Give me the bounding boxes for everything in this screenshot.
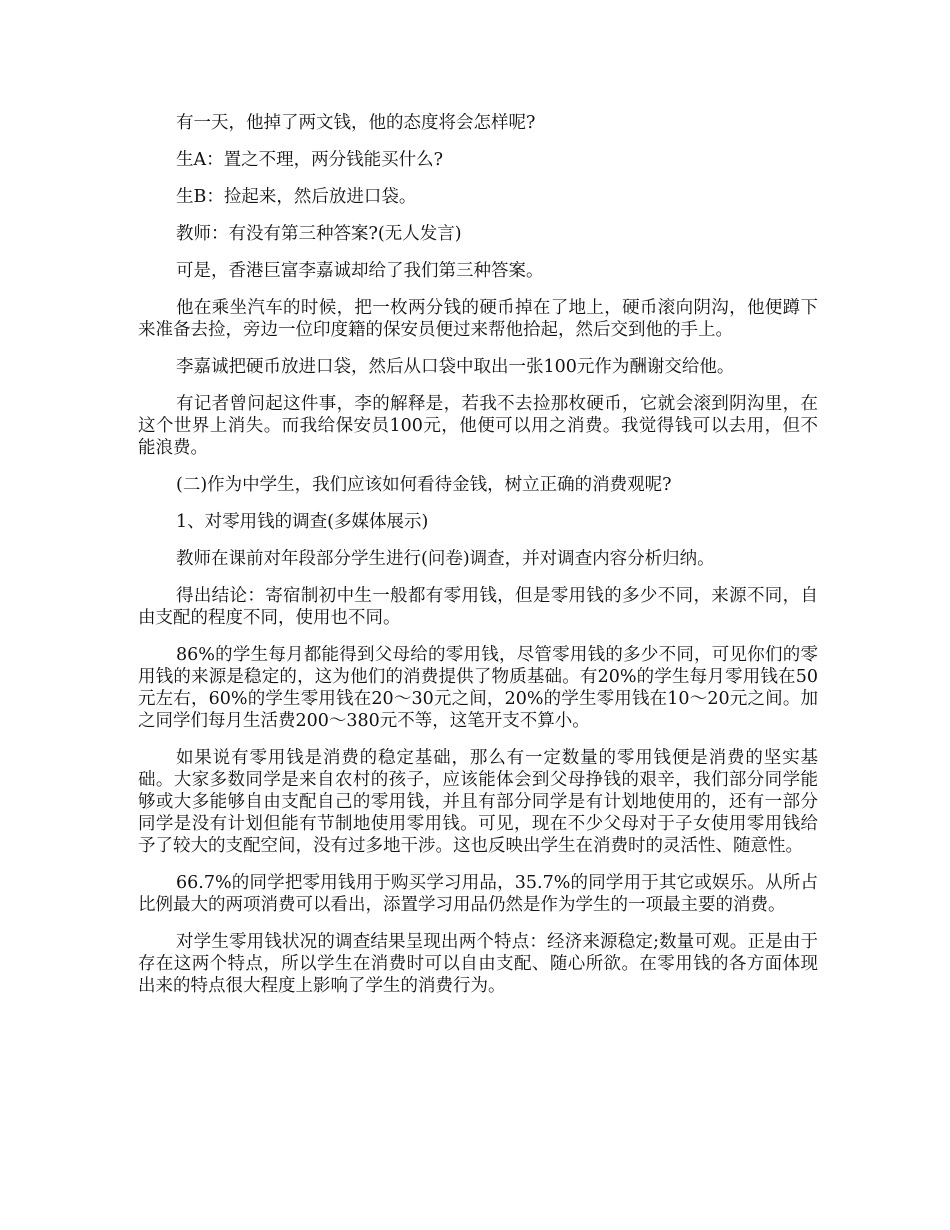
paragraph: 有记者曾问起这件事，李的解释是，若我不去捡那枚硬币，它就会滚到阴沟里，在这个世界上消失。而我给保安员100元，他便可以用之消费。我觉得钱可以去用，但不能浪费。 <box>138 394 818 458</box>
paragraph: 生A：置之不理，两分钱能买什么? <box>176 150 444 170</box>
section-heading: (二)作为中学生，我们应该如何看待金钱，树立正确的消费观呢? <box>176 475 672 495</box>
paragraph: 李嘉诚把硬币放进口袋，然后从口袋中取出一张100元作为酬谢交给他。 <box>176 357 735 377</box>
paragraph: 对学生零用钱状况的调查结果呈现出两个特点：经济来源稳定;数量可观。正是由于存在这两个特点，所以学生在消费时可以自由支配、随心所欲。在零用钱的各方面体现出来的特点很大程度上影响了学生的消费行为。 <box>138 932 818 996</box>
paragraph: 得出结论：寄宿制初中生一般都有零用钱，但是零用钱的多少不同，来源不同，自由支配的程度不同，使用也不同。 <box>138 586 818 628</box>
paragraph: 有一天，他掉了两文钱，他的态度将会怎样呢? <box>176 113 536 133</box>
paragraph: 可是，香港巨富李嘉诚却给了我们第三种答案。 <box>176 261 544 281</box>
paragraph: 教师在课前对年段部分学生进行(问卷)调查，并对调查内容分析归纳。 <box>176 549 715 569</box>
document-body <box>138 112 818 1012</box>
paragraph: 生B：捡起来，然后放进口袋。 <box>176 187 417 207</box>
paragraph: 66.7%的同学把零用钱用于购买学习用品，35.7%的同学用于其它或娱乐。从所占比例最大的两项消费可以看出，添置学习用品仍然是作为学生的一项最主要的消费。 <box>138 873 818 915</box>
paragraph: 86%的学生每月都能得到父母给的零用钱，尽管零用钱的多少不同，可见你们的零用钱的来源是稳定的，这为他们的消费提供了物质基础。有20%的学生每月零用钱在50元左右，60%的学生零用钱在20～30元之间，20%的学生零用钱在10～20元之间。加之同学们每月生活费200～380元不等，这笔开支不算小。 <box>138 645 818 731</box>
subsection-heading: 1、对零用钱的调查(多媒体展示) <box>176 512 429 532</box>
paragraph: 教师：有没有第三种答案?(无人发言) <box>176 224 462 244</box>
paragraph: 如果说有零用钱是消费的稳定基础，那么有一定数量的零用钱便是消费的坚实基础。大家多数同学是来自农村的孩子，应该能体会到父母挣钱的艰辛，我们部分同学能够或大多能够自由支配自己的零用钱，并且有部分同学是有计划地使用的，还有一部分同学是没有计划但能有节制地使用零用钱。可见，现在不少父母对于子女使用零用钱给予了较大的支配空间，没有过多地干涉。这也反映出学生在消费时的灵活性、随意性。 <box>138 748 818 856</box>
paragraph: 他在乘坐汽车的时候，把一枚两分钱的硬币掉在了地上，硬币滚向阴沟，他便蹲下来准备去捡，旁边一位印度籍的保安员便过来帮他拾起，然后交到他的手上。 <box>138 298 818 340</box>
